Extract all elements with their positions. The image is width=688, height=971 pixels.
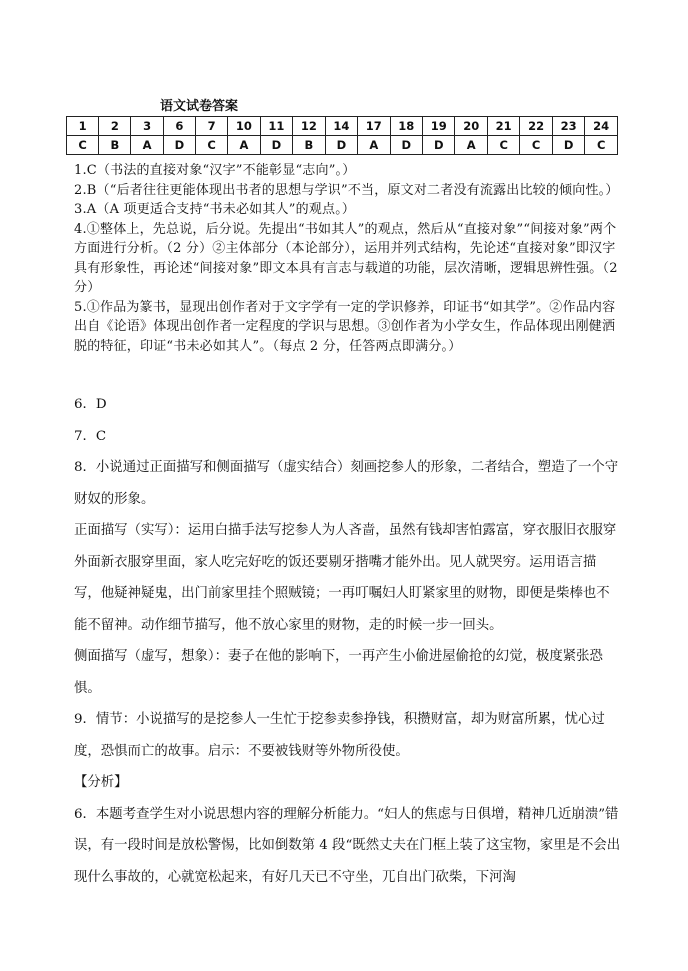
answer-q5: 5.①作品为篆书，显现出创作者对于文字学有一定的学识修养，印证书“如其学”。②作品内容出自《论语》体现出创作者一定程度的学识与思想。③创作者为小学女生，作品体现出刚健洒脱的特征，印证“书未必如其人”。（每点 2 分，任答两点即满分。） xyxy=(74,299,616,354)
answer-cell: D xyxy=(552,136,584,155)
answer-q1: 1.C（书法的直接对象“汉字”不能彰显“志向”。） xyxy=(74,163,356,178)
answer-cell: A xyxy=(228,136,260,155)
answer-q8: 8．小说通过正面描写和侧面描写（虚实结合）刻画挖参人的形象，二者结合，塑造了一个守财奴的形象。 xyxy=(74,460,619,507)
question-number-row xyxy=(67,117,618,136)
analysis-q6: 6．本题考查学生对小说思想内容的理解分析能力。“妇人的焦虑与日俱增，精神几近崩溃”错误，有一段时间是放松警惕，比如倒数第 4 段“既然丈夫在门框上装了这宝物，家里是不会出现什么事故的，心就宽松起来，有好几天已不守坐，兀自出门砍柴，下河淘 xyxy=(74,806,621,885)
answer-q7: 7．C xyxy=(74,428,107,444)
answer-table xyxy=(66,116,618,155)
answer-cell: D xyxy=(423,136,455,155)
question-number-cell: 2 xyxy=(99,117,131,136)
question-number-cell: 18 xyxy=(390,117,422,136)
answer-cell: C xyxy=(195,136,227,155)
answer-q6: 6．D xyxy=(74,397,107,412)
answer-cell: D xyxy=(260,136,292,155)
answer-cell: C xyxy=(67,136,99,155)
answer-cell: D xyxy=(390,136,422,155)
question-number-cell: 3 xyxy=(131,117,163,136)
answer-q8-side: 侧面描写（虚写，想象）：妻子在他的影响下，一再产生小偷进屋偷抢的幻觉，极度紧张恐惧。 xyxy=(74,649,603,696)
question-number-cell: 12 xyxy=(293,117,325,136)
question-number-cell: 14 xyxy=(325,117,357,136)
page-title: 语文试卷答案 xyxy=(160,99,239,114)
answer-q3: 3.A（A 项更适合支持“书未必如其人”的观点。） xyxy=(74,202,356,217)
answer-cell: D xyxy=(163,136,195,155)
question-number-cell: 17 xyxy=(358,117,390,136)
answer-cell: C xyxy=(585,136,618,155)
question-number-cell: 22 xyxy=(520,117,552,136)
answer-cell: A xyxy=(131,136,163,155)
answer-cell: B xyxy=(293,136,325,155)
answer-q2: 2.B（“后者往往更能体现出书者的思想与学识”不当，原文对二者没有流露出比较的倾向性。） xyxy=(74,182,619,198)
answer-cell: A xyxy=(358,136,390,155)
question-number-cell: 11 xyxy=(260,117,292,136)
answer-cell: C xyxy=(487,136,519,155)
answer-q4: 4.①整体上，先总说，后分说。先提出“书如其人”的观点，然后从“直接对象”“间接对象”两个方面进行分析。（2 分）②主体部分（本论部分），运用并列式结构，先论述“直接对象”即汉字具有形象性，再论述“间接对象”即文本具有言志与载道的功能，层次清晰，逻辑思辨性强。（2 分） xyxy=(74,221,618,295)
question-number-cell: 23 xyxy=(552,117,584,136)
answer-cell: C xyxy=(520,136,552,155)
answer-cell: A xyxy=(455,136,487,155)
question-number-cell: 21 xyxy=(487,117,519,136)
question-number-cell: 6 xyxy=(163,117,195,136)
answer-key-row xyxy=(67,136,618,155)
question-number-cell: 7 xyxy=(195,117,227,136)
short-answers-section xyxy=(74,161,622,356)
answer-q9: 9．情节：小说描写的是挖参人一生忙于挖参卖参挣钱，积攒财富，却为财富所累，忧心过度，恐惧而亡的故事。启示：不要被钱财等外物所役使。 xyxy=(74,712,605,759)
question-number-cell: 10 xyxy=(228,117,260,136)
answer-q8-front: 正面描写（实写）：运用白描手法写挖参人为人吝啬，虽然有钱却害怕露富，穿衣服旧衣服穿外面新衣服穿里面，家人吃完好吃的饭还要剔牙揩嘴才能外出。见人就哭穷。运用语言描写，他疑神疑鬼，出门前家里挂个照贼镜；一再叮嘱妇人盯紧家里的财物，即便是柴棒也不能不留神。动作细节描写，他不放心家里的财物，走的时候一步一回头。 xyxy=(74,523,617,633)
question-number-cell: 19 xyxy=(423,117,455,136)
novel-answers-section xyxy=(74,389,622,893)
answer-cell: B xyxy=(99,136,131,155)
answer-cell: D xyxy=(325,136,357,155)
analysis-heading: 【分析】 xyxy=(74,775,128,790)
question-number-cell: 24 xyxy=(585,117,618,136)
question-number-cell: 1 xyxy=(67,117,99,136)
question-number-cell: 20 xyxy=(455,117,487,136)
